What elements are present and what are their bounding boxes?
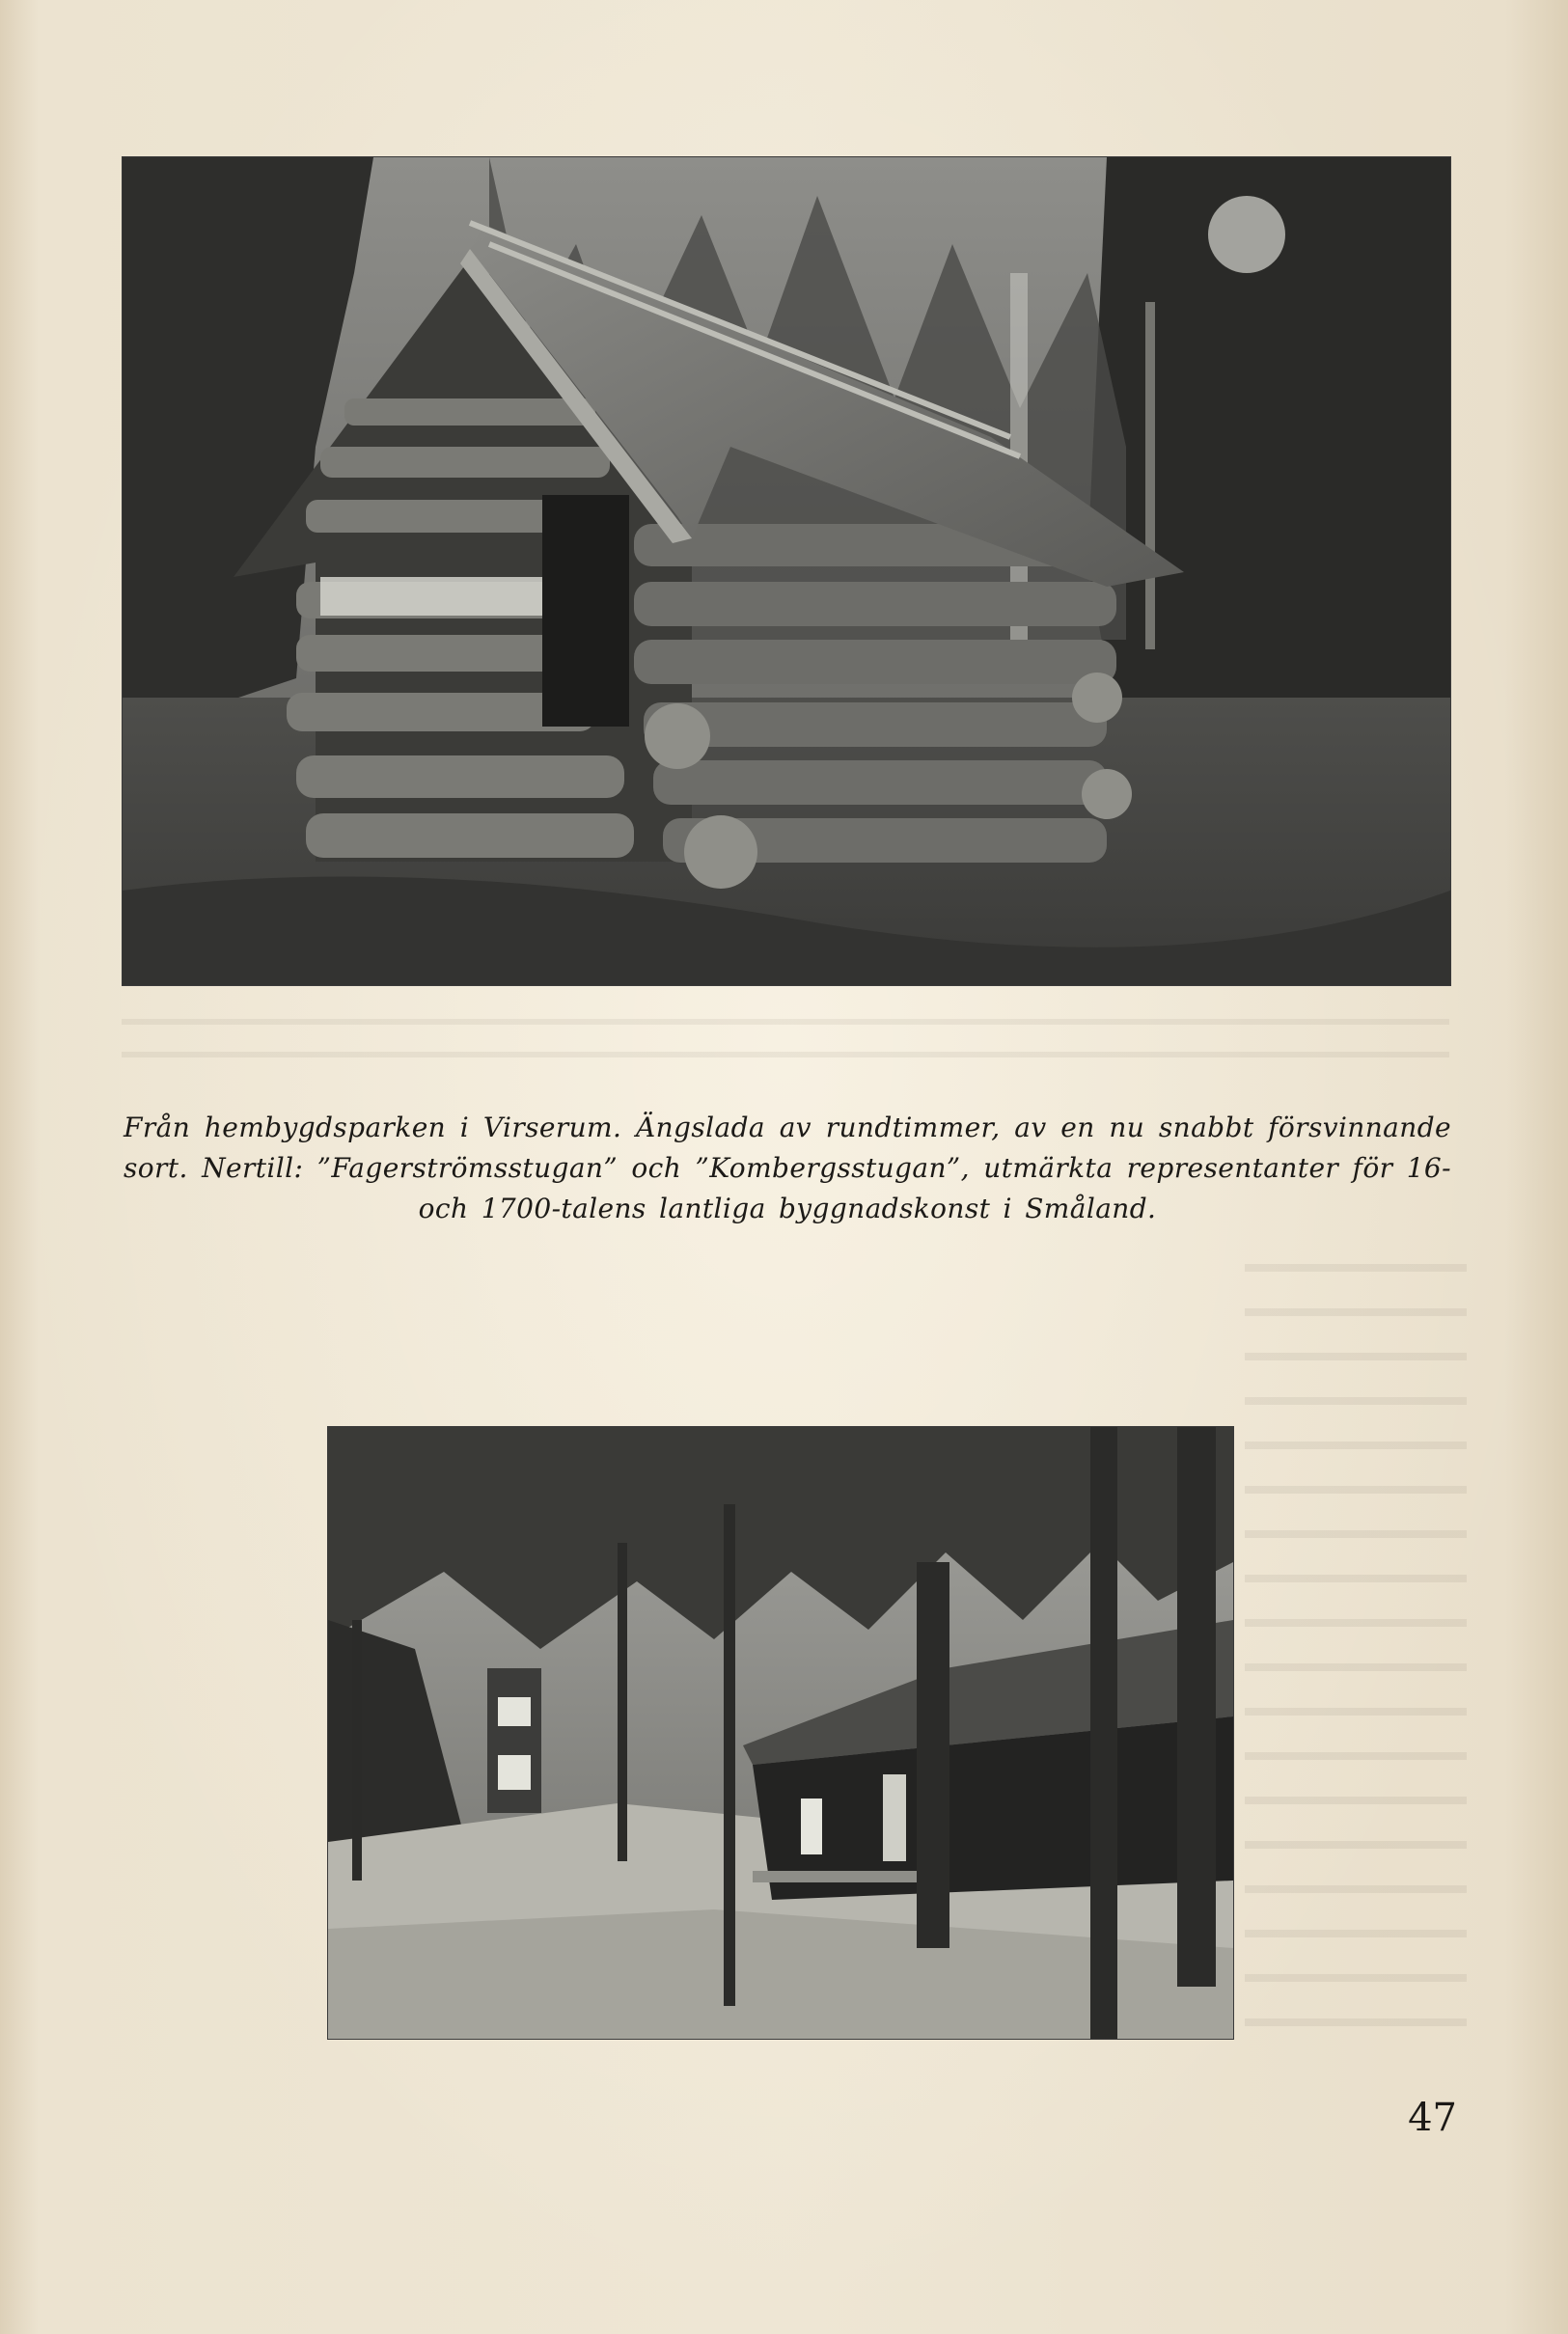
log-barn-photo: [122, 156, 1451, 986]
page-number: 47: [1408, 2096, 1457, 2140]
show-through-text: [1245, 1264, 1467, 2026]
photo-caption: Från hembygdsparken i Virserum. Ängslada av rundtimmer, av en nu snabbt försvinnande sort. Nertill: ”Fagerströmsstugan” och ”Kombergsstugan”, utmärkta representanter för 16- och 1700-talens lantliga byggnadskonst i Småland.: [124, 1112, 1451, 1224]
cottages-in-forest-photo: [327, 1426, 1234, 2040]
show-through-text: [122, 1019, 1449, 1077]
